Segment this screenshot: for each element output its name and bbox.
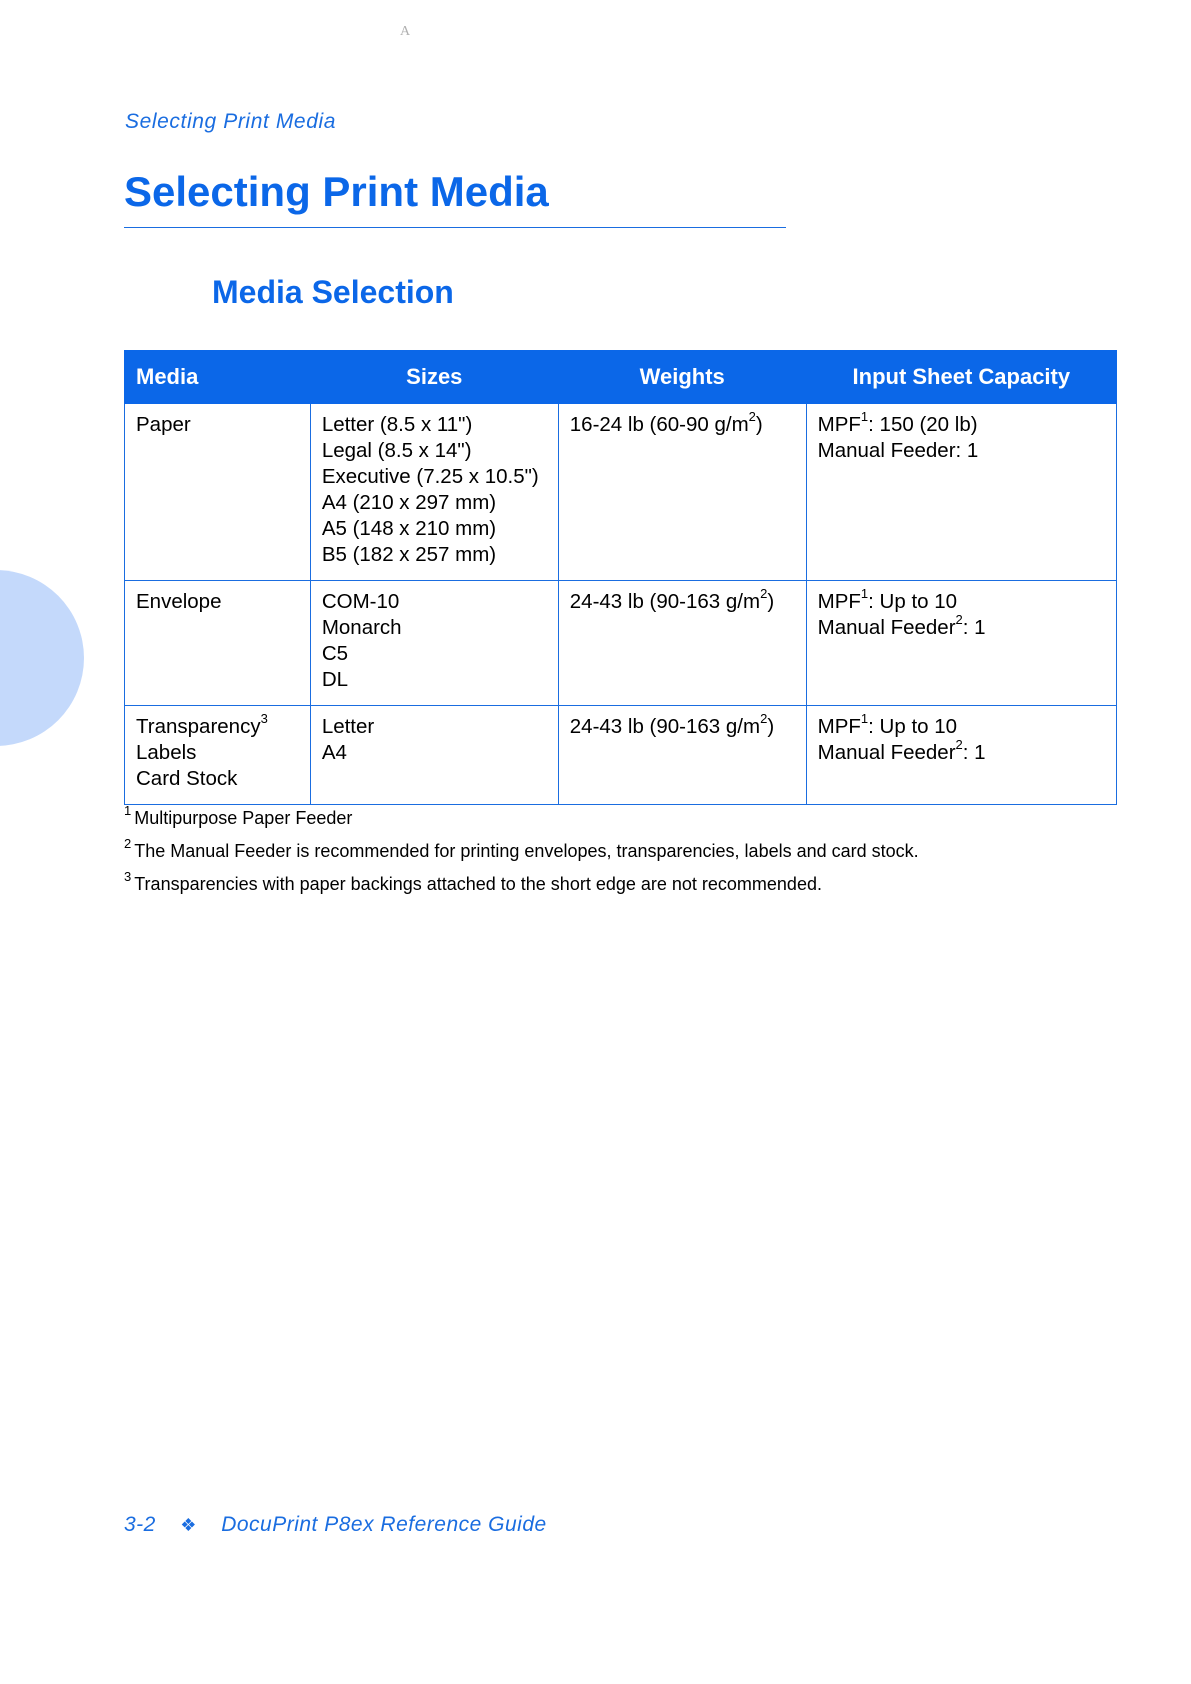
- size-item: Monarch: [321, 616, 402, 639]
- weights-cell: [558, 581, 806, 706]
- size-item: Letter: [321, 715, 375, 738]
- table-row: [125, 706, 1117, 805]
- media-cell: [125, 581, 311, 706]
- page-number: 3-2: [124, 1513, 156, 1536]
- header-media: Media: [125, 351, 311, 404]
- sizes-cell: [310, 404, 558, 581]
- media-name: Transparency$^3$: [136, 711, 268, 738]
- size-item: A5 (148 x 210 mm): [321, 517, 497, 540]
- weights-cell: [558, 706, 806, 805]
- table-row: [125, 581, 1117, 706]
- size-item: A4 (210 x 297 mm): [321, 491, 497, 514]
- size-item: Executive (7.25 x 10.5"): [321, 465, 539, 488]
- weight-range: 16-24 lb (60-90 $g/m^2$): [569, 409, 763, 436]
- weight-range: 24-43 lb (90-163 $g/m^2$): [569, 711, 775, 738]
- capacity-manual-feeder: Manual Feeder$^2$: 1: [817, 612, 986, 639]
- media-cell: [125, 706, 311, 805]
- page-footer: [124, 1513, 547, 1537]
- footnotes: [124, 803, 919, 907]
- sizes-cell: [310, 581, 558, 706]
- capacity-manual-feeder: Manual Feeder$^2$: 1: [817, 737, 986, 764]
- size-item: B5 (182 x 257 mm): [321, 543, 497, 566]
- size-item: DL: [321, 668, 349, 691]
- diamond-ornament-icon: ❖: [180, 1515, 197, 1535]
- media-name: Card Stock: [136, 767, 238, 790]
- media-selection-table: [124, 350, 1117, 805]
- table-header-row: [125, 351, 1117, 404]
- media-name: Labels: [136, 741, 197, 764]
- capacity-cell: [806, 404, 1116, 581]
- media-cell: [125, 404, 311, 581]
- size-item: Letter (8.5 x 11"): [321, 413, 473, 436]
- chapter-title: Selecting Print Media: [124, 168, 549, 215]
- weight-range: 24-43 lb (90-163 $g/m^2$): [569, 586, 775, 613]
- footnote: $^1$ Multipurpose Paper Feeder: [124, 803, 353, 828]
- sizes-cell: [310, 706, 558, 805]
- capacity-cell: [806, 706, 1116, 805]
- chapter-side-tab: [0, 570, 84, 746]
- running-head: Selecting Print Media: [125, 110, 337, 133]
- media-name: Paper: [136, 413, 191, 436]
- footnote: $^3$ Transparencies with paper backings attached to the short edge are not recommended.: [124, 869, 822, 894]
- page-marker: A: [400, 24, 411, 39]
- header-weights: Weights: [558, 351, 806, 404]
- capacity-cell: [806, 581, 1116, 706]
- size-item: A4: [321, 741, 347, 764]
- size-item: C5: [321, 642, 349, 665]
- guide-title: DocuPrint P8ex Reference Guide: [221, 1513, 547, 1536]
- title-rule: [124, 227, 786, 228]
- size-item: Legal (8.5 x 14"): [321, 439, 472, 462]
- capacity-manual-feeder: Manual Feeder: 1: [817, 439, 979, 462]
- size-item: COM-10: [321, 590, 400, 613]
- media-name: Envelope: [136, 590, 222, 613]
- header-sizes: Sizes: [310, 351, 558, 404]
- capacity-mpf: MPF$^1$: Up to 10: [817, 711, 958, 738]
- table-row: [125, 404, 1117, 581]
- weights-cell: [558, 404, 806, 581]
- section-title: Media Selection: [212, 274, 454, 310]
- header-input-sheet-capacity: Input Sheet Capacity: [806, 351, 1116, 404]
- capacity-mpf: MPF$^1$: Up to 10: [817, 586, 958, 613]
- capacity-mpf: MPF$^1$: 150 (20 lb): [817, 409, 978, 436]
- footnote: $^2$ The Manual Feeder is recommended for printing envelopes, transparencies, labels and card stock.: [124, 836, 919, 861]
